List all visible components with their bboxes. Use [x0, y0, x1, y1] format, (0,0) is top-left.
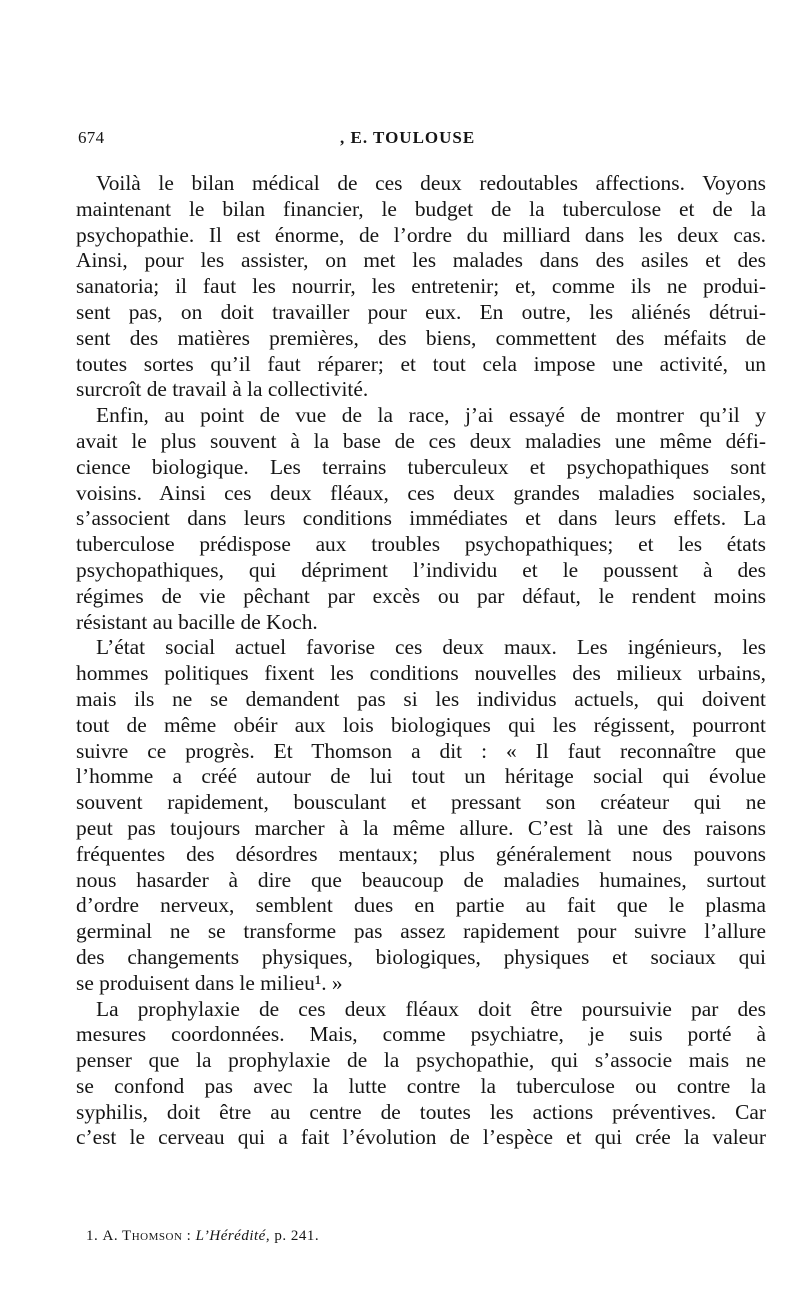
- text-line: L’état social actuel favorise ces deux maux. Les ingénieurs, les: [96, 635, 766, 660]
- text-line: Ainsi, pour les assister, on met les malades dans des asiles et des: [76, 248, 766, 273]
- text-line: d’ordre nerveux, semblent dues en partie au fait que le plasma: [76, 893, 766, 918]
- text-line: voisins. Ainsi ces deux fléaux, ces deux grandes maladies sociales,: [76, 480, 766, 505]
- text-line: penser que la prophylaxie de la psychopathie, qui s’associe mais ne: [76, 1048, 766, 1073]
- text-line: La prophylaxie de ces deux fléaux doit être poursuivie par des: [96, 996, 766, 1021]
- text-line: tuberculose prédispose aux troubles psychopathiques; et les états: [76, 532, 766, 557]
- text-line: Enfin, au point de vue de la race, j’ai essayé de montrer qu’il y: [96, 403, 766, 428]
- page-header: [78, 128, 762, 154]
- text-line: souvent rapidement, bousculant et pressant son créateur qui ne: [76, 790, 766, 815]
- text-line: psychopathie. Il est énorme, de l’ordre du milliard dans les deux cas.: [76, 222, 766, 247]
- text-line: cience biologique. Les terrains tuberculeux et psychopathiques sont: [76, 454, 766, 479]
- text-line: régimes de vie pêchant par excès ou par défaut, le rendent moins: [76, 583, 766, 608]
- text-line: sanatoria; il faut les nourrir, les entretenir; et, comme ils ne produi-: [76, 274, 766, 299]
- footnote-marker: 1.: [86, 1228, 99, 1244]
- text-line: nous hasarder à dire que beaucoup de maladies humaines, surtout: [76, 867, 766, 892]
- text-line: mais ils ne se demandent pas si les individus actuels, qui doivent: [76, 686, 766, 711]
- running-head: , E. TOULOUSE: [340, 128, 476, 147]
- text-line: germinal ne se transforme pas assez rapidement pour suivre l’allure: [76, 919, 766, 944]
- text-line: avait le plus souvent à la base de ces deux maladies une même défi-: [76, 428, 766, 453]
- page-number: 674: [78, 128, 105, 147]
- paragraph-2: [76, 403, 766, 635]
- footnote-title: L’Hérédité: [195, 1228, 266, 1244]
- text-line: suivre ce progrès. Et Thomson a dit : « Il faut reconnaître que: [76, 738, 766, 763]
- text-line: résistant au bacille de Koch.: [76, 609, 318, 634]
- text-line: surcroît de travail à la collectivité.: [76, 377, 369, 402]
- paragraph-3: [76, 635, 766, 996]
- text-line: tout de même obéir aux lois biologiques qui les régissent, pourront: [76, 712, 766, 737]
- paragraph-1: [76, 171, 766, 403]
- text-line: hommes politiques fixent les conditions nouvelles des milieux urbains,: [76, 661, 766, 686]
- text-line: sent pas, on doit travailler pour eux. En outre, les aliénés détrui-: [76, 299, 766, 324]
- footnote-page: , p. 241.: [265, 1228, 320, 1244]
- text-line: maintenant le bilan financier, le budget de la tuberculose et de la: [76, 196, 766, 221]
- text-line: toutes sortes qu’il faut réparer; et tout cela impose une activité, un: [76, 351, 766, 376]
- text-line: psychopathiques, qui dépriment l’individu et le poussent à des: [76, 557, 766, 582]
- text-line: Voilà le bilan médical de ces deux redoutables affections. Voyons: [96, 171, 766, 195]
- text-line: peut pas toujours marcher à la même allure. C’est là une des raisons: [76, 815, 766, 840]
- footnote-separator: :: [182, 1228, 196, 1244]
- footnote: [86, 1228, 319, 1245]
- footnote-author: A. Thomson: [102, 1228, 183, 1244]
- text-line: se confond pas avec la lutte contre la tuberculose ou contre la: [76, 1073, 766, 1098]
- text-line: sent des matières premières, des biens, commettent des méfaits de: [76, 325, 766, 350]
- text-line: fréquentes des désordres mentaux; plus généralement nous pouvons: [76, 841, 766, 866]
- text-line: mesures coordonnées. Mais, comme psychiatre, je suis porté à: [76, 1022, 766, 1047]
- text-line: des changements physiques, biologiques, physiques et sociaux qui: [76, 944, 766, 969]
- text-line: se produisent dans le milieu¹. »: [76, 970, 343, 995]
- text-line: syphilis, doit être au centre de toutes les actions préventives. Car: [76, 1099, 766, 1124]
- text-line: c’est le cerveau qui a fait l’évolution de l’espèce et qui crée la valeur: [76, 1125, 766, 1150]
- paragraph-4: [76, 997, 766, 1152]
- body-text: [76, 171, 766, 1151]
- text-line: s’associent dans leurs conditions immédiates et dans leurs effets. La: [76, 506, 766, 531]
- text-line: l’homme a créé autour de lui tout un héritage social qui évolue: [76, 764, 766, 789]
